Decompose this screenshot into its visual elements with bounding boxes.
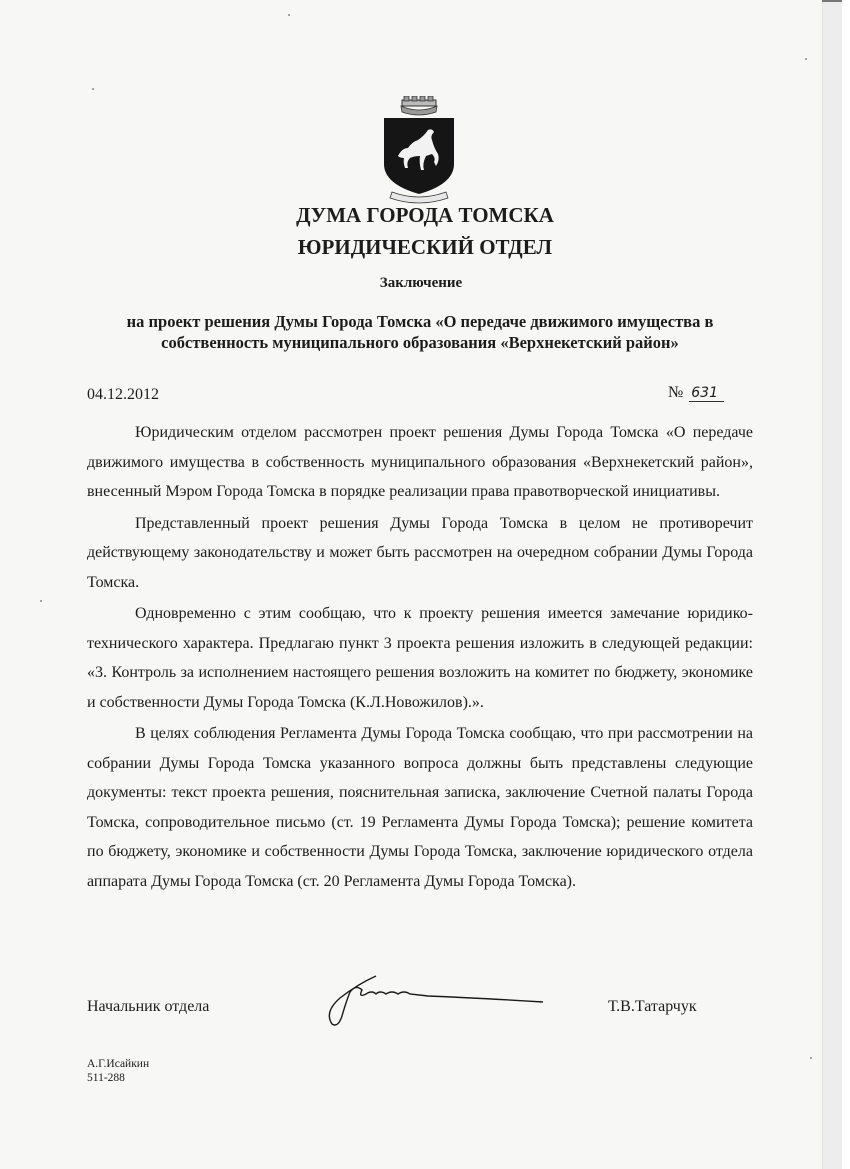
paragraph: Юридическим отделом рассмотрен проект решения Думы Города Томска «О передаче движимого имущества в собственность муниципального образования «Верхнекетский район», внесенный Мэром Города Томска в порядке реализации права правотворческой инициативы. — [87, 424, 753, 500]
scan-speck — [40, 600, 42, 602]
document-number — [668, 384, 724, 402]
document-date: 04.12.2012 — [87, 386, 159, 403]
scan-speck — [810, 1057, 812, 1059]
signer-role: Начальник отдела — [87, 998, 210, 1015]
org-name: ДУМА ГОРОДА ТОМСКА — [296, 203, 554, 227]
scan-speck — [288, 14, 290, 16]
number-value: 631 — [689, 385, 724, 402]
paragraph: В целях соблюдения Регламента Думы Города Томска сообщаю, что при рассмотрении на собрании Думы Города Томска указанного вопроса должны быть представлены следующие документы: текст проекта решения, пояснительная записка, заключение Счетной палаты Города Томска, сопроводительное письмо (ст. 19 Регламента Думы Города Томска); решение комитета по бюджету, экономике и собственности Думы Города Томска, заключение юридического отдела аппарата Думы Города Томска (ст. 20 Регламента Думы Города Томска). — [87, 725, 753, 890]
department-name: ЮРИДИЧЕСКИЙ ОТДЕЛ — [297, 235, 553, 259]
signer-name: Т.В.Татарчук — [608, 998, 697, 1015]
executor-info — [87, 1057, 149, 1085]
paragraph: Представленный проект решения Думы Города Томска в целом не противоречит действующему законодательству и может быть рассмотрен на очередном собрании Думы Города Томска. — [87, 514, 753, 591]
document-body — [87, 418, 753, 898]
tomsk-coat-of-arms-icon — [374, 96, 464, 206]
executor-name: А.Г.Исайкин — [87, 1058, 150, 1070]
paragraph: Одновременно с этим сообщаю, что к проекту решения имеется замечание юридико-технического характера. Предлагаю пункт 3 проекта решения изложить в следующей редакции: «3. Контроль за исполнением настоящего решения возложить на комитет по бюджету, экономике и собственности Думы Города Томска (К.Л.Новожилов).». — [87, 605, 753, 711]
handwritten-signature-icon — [318, 972, 548, 1028]
scan-border — [842, 0, 850, 1169]
executor-phone: 511-288 — [87, 1072, 125, 1084]
number-label: № — [668, 384, 684, 401]
document-subject: на проект решения Думы Города Томска «О передаче движимого имущества в собственность муниципального образования «Верхнекетский район» — [126, 312, 714, 352]
document-type: Заключение — [379, 275, 463, 291]
scan-speck — [92, 88, 94, 90]
scan-edge-mark — [822, 0, 842, 2]
scan-edge — [822, 0, 843, 1169]
crown-icon — [401, 96, 437, 115]
scan-speck — [805, 58, 807, 60]
